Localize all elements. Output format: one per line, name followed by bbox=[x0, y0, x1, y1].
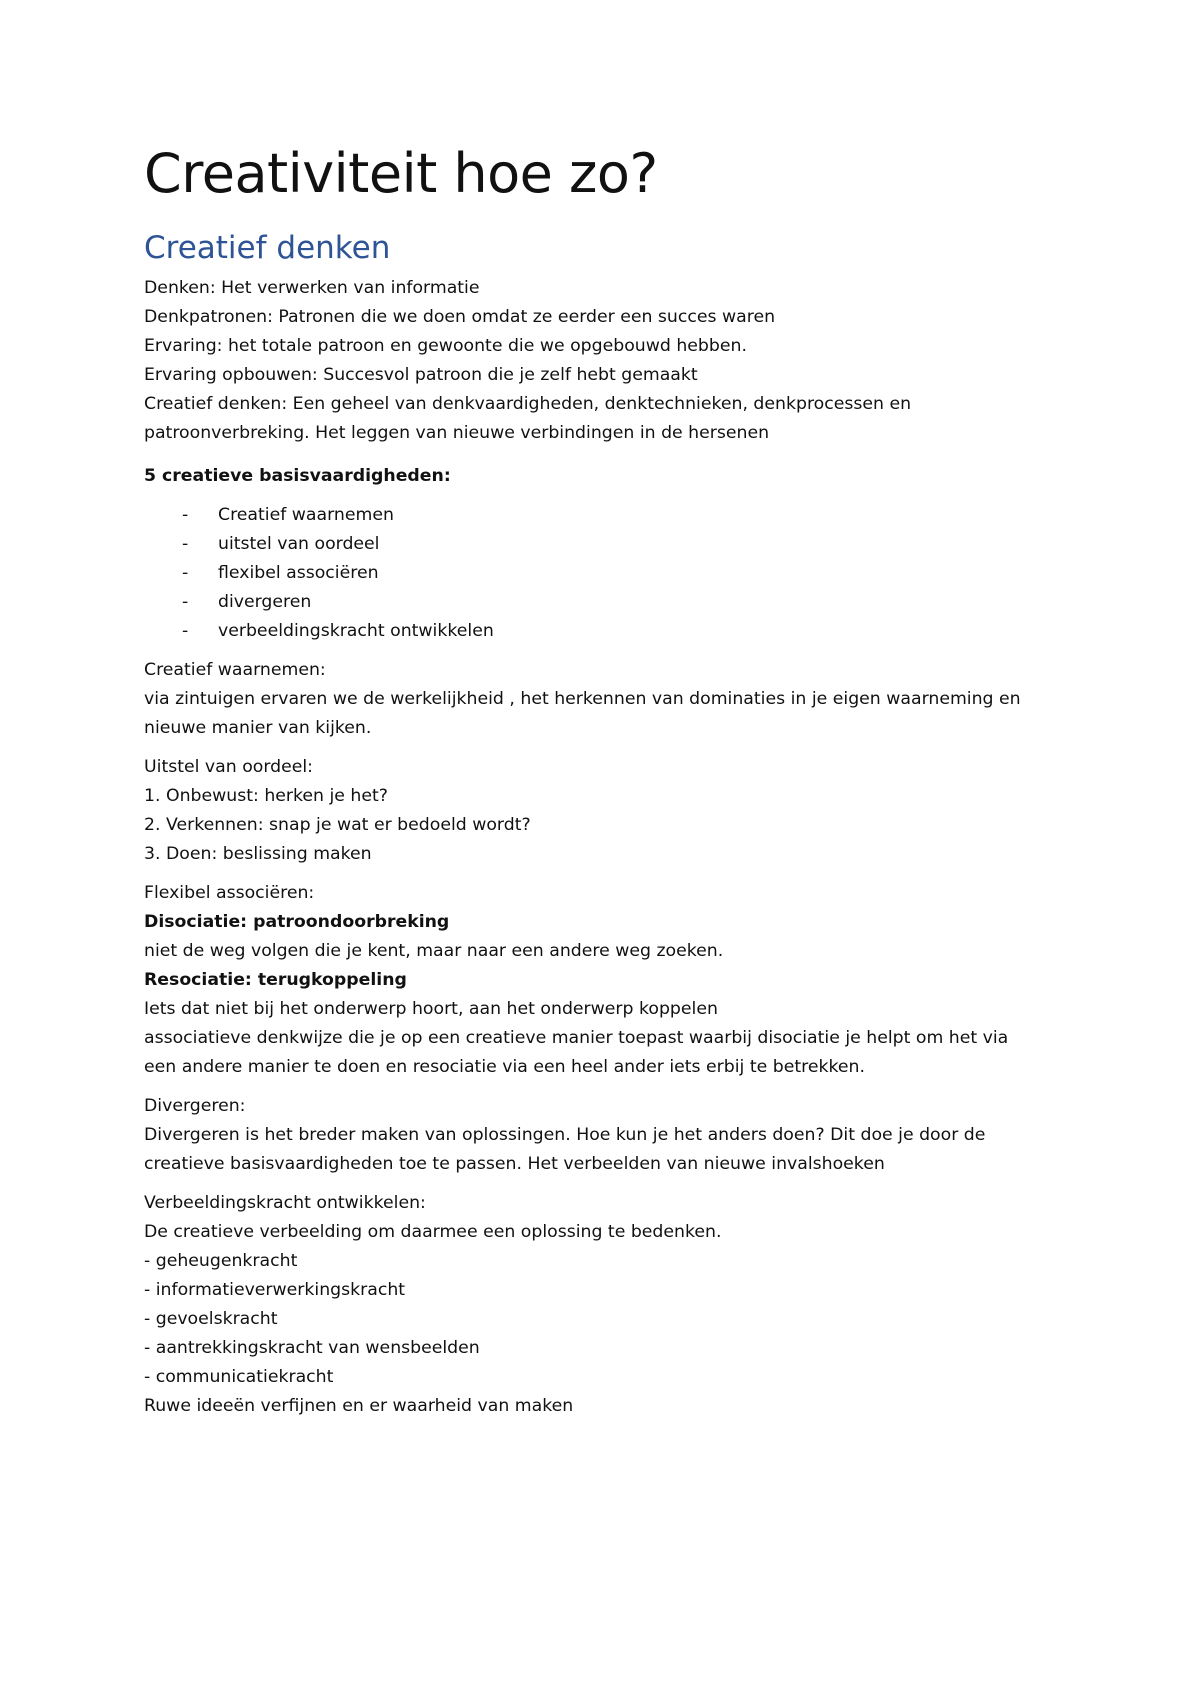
section-label: Divergeren: bbox=[144, 1096, 246, 1116]
list-item bbox=[144, 559, 1074, 588]
body-line: nieuwe manier van kijken. bbox=[144, 718, 372, 738]
body-line: - informatieverwerkingskracht bbox=[144, 1280, 406, 1300]
section-label: Flexibel associëren: bbox=[144, 883, 315, 903]
basis-heading: 5 creatieve basisvaardigheden: bbox=[144, 466, 451, 486]
divergeren-section bbox=[144, 1092, 1074, 1179]
document-title: Creativiteit hoe zo? bbox=[144, 142, 658, 205]
numbered-line: 3. Doen: beslissing maken bbox=[144, 844, 372, 864]
list-item-label: flexibel associëren bbox=[218, 563, 379, 583]
intro-line: Ervaring opbouwen: Succesvol patroon die je zelf hebt gemaakt bbox=[144, 365, 698, 385]
body-line: Iets dat niet bij het onderwerp hoort, aan het onderwerp koppelen bbox=[144, 999, 718, 1019]
intro-line: Ervaring: het totale patroon en gewoonte die we opgebouwd hebben. bbox=[144, 336, 747, 356]
intro-line: patroonverbreking. Het leggen van nieuwe verbindingen in de hersenen bbox=[144, 423, 770, 443]
body-line: - geheugenkracht bbox=[144, 1251, 298, 1271]
body-line: - gevoelskracht bbox=[144, 1309, 278, 1329]
body-line: - communicatiekracht bbox=[144, 1367, 334, 1387]
body-line: associatieve denkwijze die je op een creatieve manier toepast waarbij disociatie je helpt om het via bbox=[144, 1028, 1009, 1048]
list-item bbox=[144, 501, 1074, 530]
document-body bbox=[144, 138, 1074, 1421]
uitstel-section bbox=[144, 753, 1074, 869]
section-label: Uitstel van oordeel: bbox=[144, 757, 313, 777]
body-line: creatieve basisvaardigheden toe te passen. Het verbeelden van nieuwe invalshoeken bbox=[144, 1154, 885, 1174]
numbered-line: 1. Onbewust: herken je het? bbox=[144, 786, 388, 806]
body-line: Divergeren is het breder maken van oplossingen. Hoe kun je het anders doen? Dit doe je door de bbox=[144, 1125, 986, 1145]
resociatie-label: Resociatie: terugkoppeling bbox=[144, 970, 407, 990]
dash-marker: - bbox=[182, 621, 189, 641]
verbeelding-section bbox=[144, 1189, 1074, 1421]
body-line: via zintuigen ervaren we de werkelijkheid , het herkennen van dominaties in je eigen waarneming en bbox=[144, 689, 1021, 709]
list-item bbox=[144, 617, 1074, 646]
section-heading: Creatief denken bbox=[144, 230, 391, 266]
list-item bbox=[144, 588, 1074, 617]
intro-line: Denken: Het verwerken van informatie bbox=[144, 278, 480, 298]
list-item-label: Creatief waarnemen bbox=[218, 505, 394, 525]
disociatie-label: Disociatie: patroondoorbreking bbox=[144, 912, 450, 932]
dash-marker: - bbox=[182, 563, 189, 583]
body-line: De creatieve verbeelding om daarmee een oplossing te bedenken. bbox=[144, 1222, 722, 1242]
intro-line: Denkpatronen: Patronen die we doen omdat ze eerder een succes waren bbox=[144, 307, 776, 327]
list-item-label: verbeeldingskracht ontwikkelen bbox=[218, 621, 494, 641]
body-line: een andere manier te doen en resociatie via een heel ander iets erbij te betrekken. bbox=[144, 1057, 865, 1077]
intro-line: Creatief denken: Een geheel van denkvaardigheden, denktechnieken, denkprocessen en bbox=[144, 394, 912, 414]
section-label: Creatief waarnemen: bbox=[144, 660, 326, 680]
dash-marker: - bbox=[182, 505, 189, 525]
intro-block bbox=[144, 274, 1074, 448]
basis-list bbox=[144, 501, 1074, 646]
body-line: - aantrekkingskracht van wensbeelden bbox=[144, 1338, 480, 1358]
dash-marker: - bbox=[182, 592, 189, 612]
section-label: Verbeeldingskracht ontwikkelen: bbox=[144, 1193, 426, 1213]
list-item bbox=[144, 530, 1074, 559]
body-line: niet de weg volgen die je kent, maar naar een andere weg zoeken. bbox=[144, 941, 724, 961]
numbered-line: 2. Verkennen: snap je wat er bedoeld wordt? bbox=[144, 815, 531, 835]
dash-marker: - bbox=[182, 534, 189, 554]
body-line: Ruwe ideeën verfijnen en er waarheid van maken bbox=[144, 1396, 574, 1416]
list-item-label: divergeren bbox=[218, 592, 312, 612]
list-item-label: uitstel van oordeel bbox=[218, 534, 380, 554]
flexibel-section bbox=[144, 879, 1074, 1082]
waarnemen-section bbox=[144, 656, 1074, 743]
